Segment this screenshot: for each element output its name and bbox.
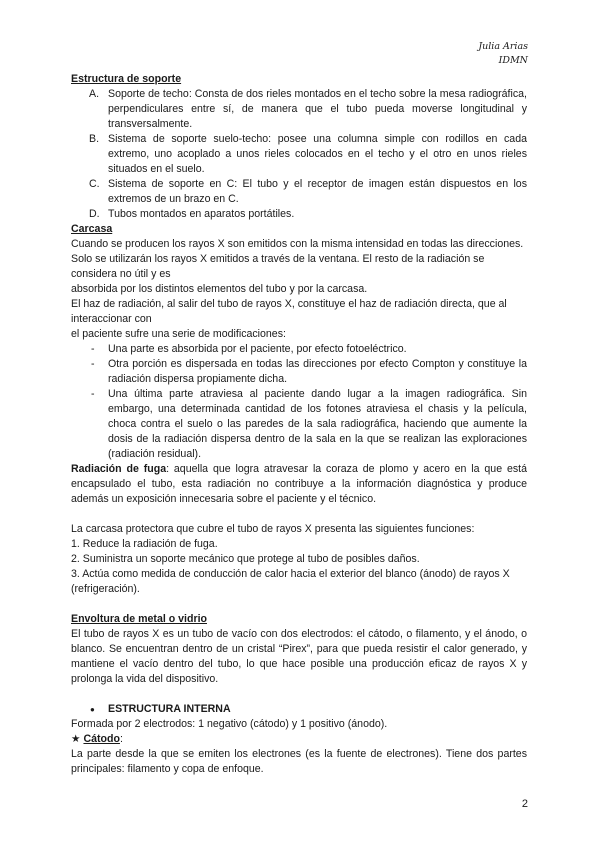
page-number: 2 [521,798,528,810]
funcion-item: 3. Actúa como medida de conducción de calor hacia el exterior del blanco (ánodo) de rayos X (refrigeración). [71,568,510,595]
heading-envoltura: Envoltura de metal o vidrio [71,613,207,625]
funciones-intro: La carcasa protectora que cubre el tubo de rayos X presenta las siguientes funciones: [71,523,475,535]
heading-soporte: Estructura de soporte [71,73,182,85]
funcion-item: 2. Suministra un soporte mecánico que protege al tubo de posibles daños. [71,553,420,565]
heading-estructura-interna: ● ESTRUCTURA INTERNA [90,703,231,715]
list-item: C. Sistema de soporte en C: El tubo y el receptor de imagen están dispuestos en los extremos de un brazo en C. [89,178,527,205]
carcasa-paragraph: el paciente sufre una serie de modificaciones: [71,328,286,340]
envoltura-paragraph: El tubo de rayos X es un tubo de vacío con dos electrodos: el cátodo, o filamento, y el ánodo, o blanco. Se encuentran dentro de un cristal “Pirex”, para que pueda resistir el calor generado, y mantiene el vacío dentro del tubo, lo que hace posible una producción eficaz de rayos X y prolonga la vida del dispositivo. [71,628,527,685]
list-item: A. Soporte de techo: Consta de dos rieles montados en el techo sobre la mesa radiográfica, perpendiculares entre sí, de manera que el tubo pueda moverse longitudinal y transversalmente. [89,88,527,130]
author-name: Julia Arias [478,41,528,52]
list-item: D. Tubos montados en aparatos portátiles. [89,208,295,220]
carcasa-paragraph: Cuando se producen los rayos X son emitidos con la misma intensidad en todas las direcciones. [71,238,524,250]
list-item: - Una parte es absorbida por el paciente, por efecto fotoeléctrico. [91,343,407,355]
carcasa-paragraph: absorbida por los distintos elementos del tubo y por la carcasa. [71,283,368,295]
funcion-item: 1. Reduce la radiación de fuga. [71,538,218,550]
catodo-paragraph: La parte desde la que se emiten los electrones (es la fuente de electrones). Tiene dos partes principales: filamento y copa de enfoque. [71,748,527,775]
page-content [71,72,527,777]
interna-paragraph: Formada por 2 electrodos: 1 negativo (cátodo) y 1 positivo (ánodo). [71,718,388,730]
soporte-list [71,87,527,222]
list-item: B. Sistema de soporte suelo-techo: posee una columna simple con rodillos en cada extremo, uno acoplado a unos rieles colocados en el techo y el otro en unos rieles situados en el suelo. [89,133,527,175]
page-header [478,40,528,68]
star-icon: ★ [71,733,81,745]
fuga-paragraph: Radiación de fuga: aquella que logra atravesar la coraza de plomo y acero en la que está encapsulado el tubo, esta radiación no contribuye a la información diagnóstica y produce además un exposición innecesaria sobre el paciente y el técnico. [71,463,527,505]
fuga-term: Radiación de fuga [71,463,167,475]
catodo-heading: ★ Cátodo: [71,733,123,745]
bullet-icon: ● [90,705,95,714]
list-item: - Una última parte atraviesa al paciente dando lugar a la imagen radiográfica. Sin embargo, una determinada cantidad de los fotones atraviesa el chasis y la película, choca contra el suelo o las paredes de la sala radiográfica, haciendo que aumente la dosis de la radiación dispersa dentro de la sala en la que se realizan las exploraciones (radiación residual). [91,388,527,460]
course-name: IDMN [498,55,528,66]
carcasa-paragraph: Solo se utilizarán los rayos X emitidos a través de la ventana. El resto de la radiación se considera no útil y es [71,253,485,280]
carcasa-paragraph: El haz de radiación, al salir del tubo de rayos X, constituye el haz de radiación directa, que al interaccionar con [71,298,507,325]
catodo-term: Cátodo [83,733,120,745]
heading-carcasa: Carcasa [71,223,113,235]
list-item: - Otra porción es dispersada en todas las direcciones por efecto Compton y constituye la radiación dispersa propiamente dicha. [91,358,527,385]
modificaciones-list [71,342,527,462]
